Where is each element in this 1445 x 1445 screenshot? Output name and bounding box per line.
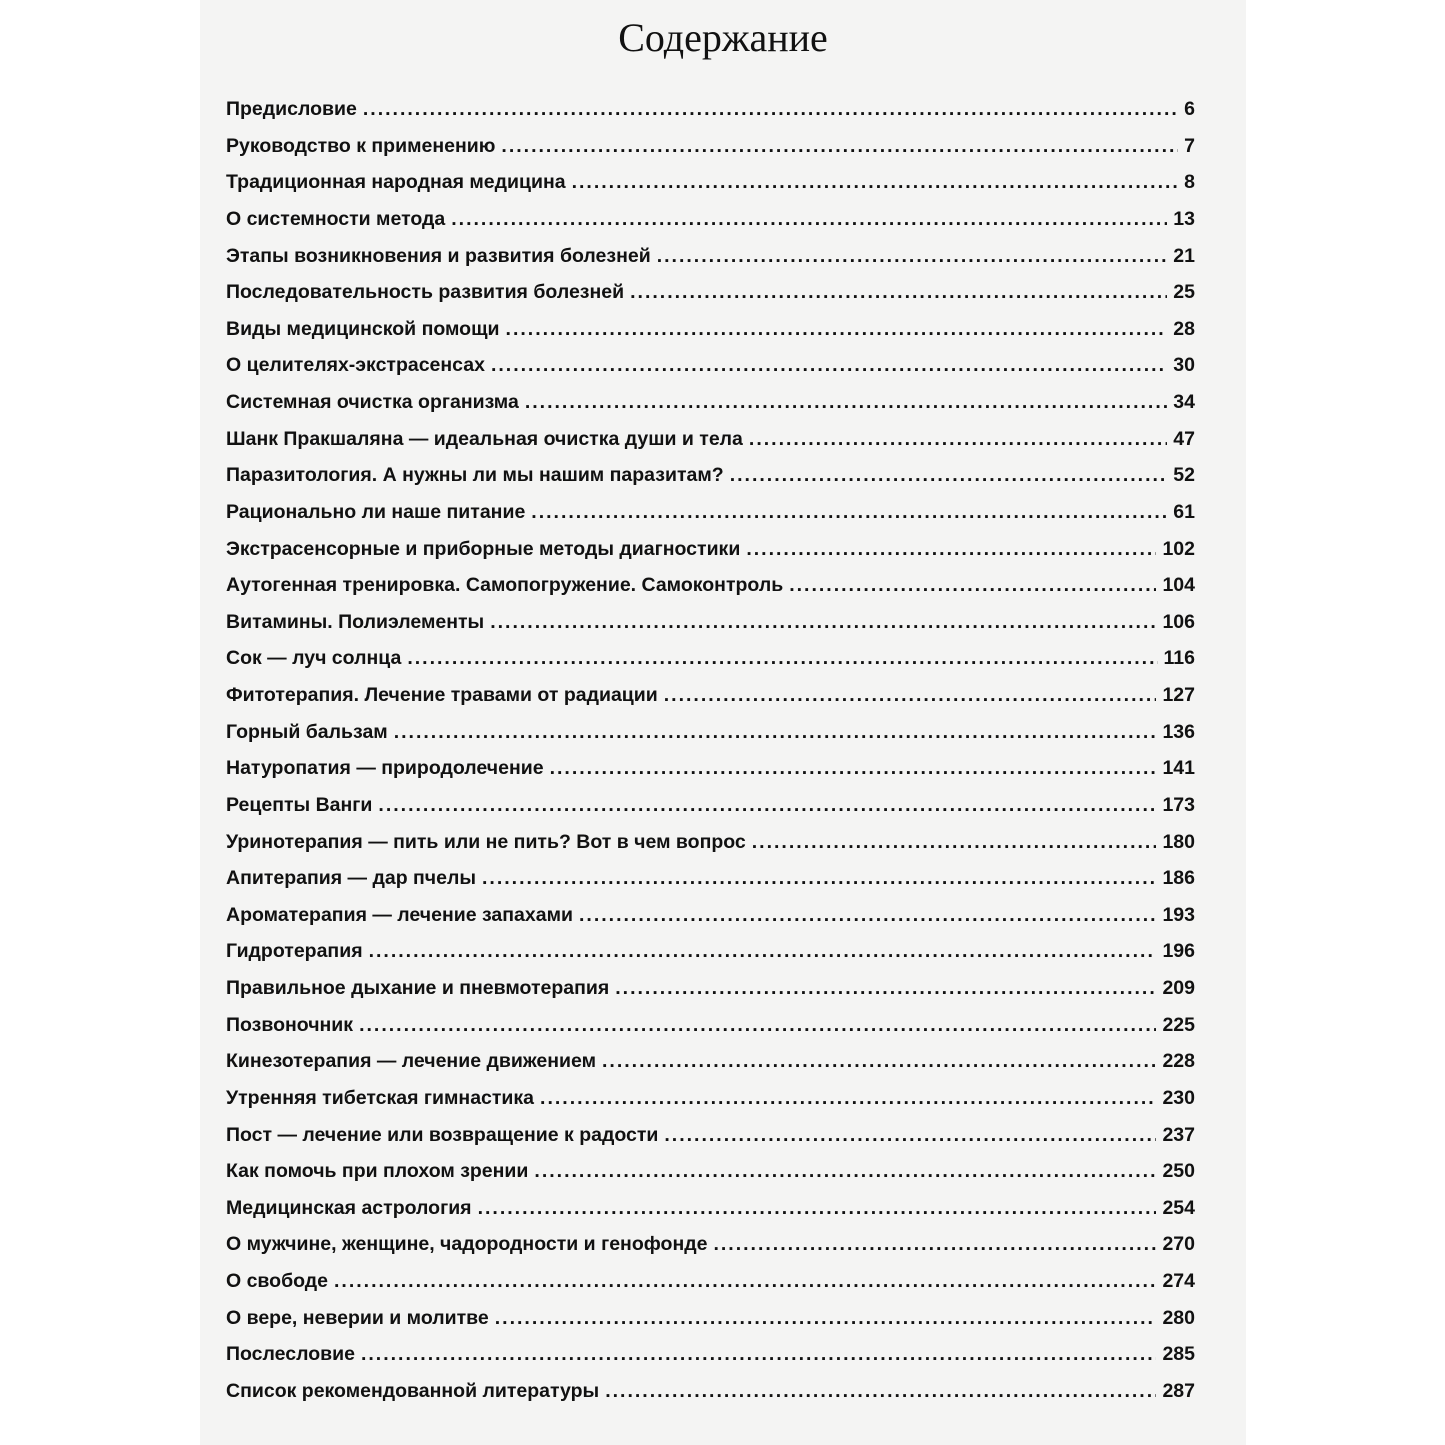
dot-leader: [407, 647, 1157, 670]
toc-entry-page: 186: [1162, 867, 1195, 889]
toc-entry: [226, 1307, 1195, 1341]
toc-entry-title: Натуропатия — природолечение: [226, 757, 544, 779]
toc-entry-title: Рационально ли наше питание: [226, 501, 526, 523]
dot-leader: [630, 281, 1167, 304]
dot-leader: [605, 1380, 1156, 1403]
dot-leader: [579, 904, 1156, 927]
toc-entry-title: Горный бальзам: [226, 721, 388, 743]
dot-leader: [746, 538, 1156, 561]
toc-entry-page: 193: [1162, 904, 1195, 926]
toc-entry: [226, 1233, 1195, 1267]
dot-leader: [752, 831, 1157, 854]
toc-entry-title: Правильное дыхание и пневмотерапия: [226, 977, 610, 999]
toc-entry-title: Кинезотерапия — лечение движением: [226, 1050, 597, 1072]
toc-entry-title: Последовательность развития болезней: [226, 281, 625, 303]
dot-leader: [490, 611, 1156, 634]
toc-entry-title: Аутогенная тренировка. Самопогружение. Самоконтроль: [226, 574, 784, 596]
toc-entry: [226, 647, 1195, 681]
dot-leader: [361, 1343, 1157, 1366]
dot-leader: [491, 354, 1167, 377]
toc-entry: [226, 1197, 1195, 1231]
toc-entry-title: Виды медицинской помощи: [226, 318, 500, 340]
toc-entry-title: Системная очистка организма: [226, 391, 519, 413]
toc-entry: [226, 135, 1195, 169]
dot-leader: [506, 318, 1168, 341]
dot-leader: [334, 1270, 1156, 1293]
dot-leader: [501, 135, 1178, 158]
toc-entry: [226, 245, 1195, 279]
dot-leader: [730, 464, 1168, 487]
dot-leader: [789, 574, 1156, 597]
toc-entry-page: 116: [1163, 647, 1195, 669]
toc-entry-page: 104: [1162, 574, 1195, 596]
toc-entry: [226, 1380, 1195, 1414]
toc-entry-page: 30: [1173, 354, 1195, 376]
dot-leader: [534, 1160, 1156, 1183]
dot-leader: [359, 1014, 1156, 1037]
dot-leader: [664, 1124, 1156, 1147]
toc-entry: [226, 1270, 1195, 1304]
toc-entry-title: Паразитология. А нужны ли мы нашим паразитам?: [226, 464, 724, 486]
dot-leader: [657, 245, 1168, 268]
dot-leader: [602, 1050, 1156, 1073]
toc-entry-page: 102: [1162, 538, 1195, 560]
toc-entry: [226, 538, 1195, 572]
dot-leader: [550, 757, 1157, 780]
toc-entry: [226, 428, 1195, 462]
toc-entry-title: Традиционная народная медицина: [226, 171, 566, 193]
toc-entry: [226, 831, 1195, 865]
toc-entry: [226, 904, 1195, 938]
dot-leader: [495, 1307, 1157, 1330]
toc-entry-title: Ароматерапия — лечение запахами: [226, 904, 573, 926]
toc-entry-page: 34: [1173, 391, 1195, 413]
toc-entry: [226, 171, 1195, 205]
toc-entry: [226, 391, 1195, 425]
toc-entry: [226, 1014, 1195, 1048]
toc-entry-page: 173: [1162, 794, 1195, 816]
dot-leader: [615, 977, 1156, 1000]
toc-entry-page: 209: [1162, 977, 1195, 999]
toc-entry-page: 136: [1162, 721, 1195, 743]
toc-entry: [226, 1160, 1195, 1194]
dot-leader: [525, 391, 1167, 414]
page-title: Содержание: [618, 15, 828, 60]
toc-entry-title: Шанк Пракшаляна — идеальная очистка души и тела: [226, 428, 743, 450]
toc-entry: [226, 281, 1195, 315]
toc-entry-title: Экстрасенсорные и приборные методы диагностики: [226, 538, 741, 560]
toc-entry-page: 180: [1162, 831, 1195, 853]
toc-entry-page: 127: [1162, 684, 1195, 706]
dot-leader: [572, 171, 1179, 194]
toc-entry-page: 237: [1162, 1124, 1195, 1146]
toc-entry: [226, 940, 1195, 974]
toc-entry: [226, 1124, 1195, 1158]
toc-entry: [226, 318, 1195, 352]
toc-entry-page: 7: [1184, 135, 1195, 157]
toc-entry: [226, 208, 1195, 242]
toc-entry: [226, 1087, 1195, 1121]
toc-entry-page: 6: [1184, 98, 1195, 120]
toc-entry: [226, 354, 1195, 388]
toc-entry-page: 280: [1162, 1307, 1195, 1329]
toc-entry-page: 106: [1162, 611, 1195, 633]
toc-entry: [226, 684, 1195, 718]
toc-entry-page: 230: [1162, 1087, 1195, 1109]
toc-entry-page: 141: [1162, 757, 1195, 779]
toc-entry-title: Фитотерапия. Лечение травами от радиации: [226, 684, 658, 706]
toc-entry-page: 52: [1173, 464, 1195, 486]
toc-entry-page: 21: [1173, 245, 1195, 267]
toc-entry-title: Этапы возникновения и развития болезней: [226, 245, 651, 267]
toc-entry: [226, 574, 1195, 608]
dot-leader: [540, 1087, 1156, 1110]
toc-entry-title: Сок — луч солнца: [226, 647, 402, 669]
toc-entry: [226, 1343, 1195, 1377]
dot-leader: [369, 940, 1157, 963]
toc-entry-page: 274: [1162, 1270, 1195, 1292]
toc-entry-title: Послесловие: [226, 1343, 355, 1365]
toc-entry-page: 250: [1162, 1160, 1195, 1182]
toc-entry-title: О свободе: [226, 1270, 328, 1292]
toc-entry-page: 28: [1173, 318, 1195, 340]
toc-entry-page: 228: [1162, 1050, 1195, 1072]
toc-entry: [226, 867, 1195, 901]
toc-entry: [226, 501, 1195, 535]
toc-entry-page: 8: [1184, 171, 1195, 193]
toc-entry-title: Апитерапия — дар пчелы: [226, 867, 477, 889]
dot-leader: [478, 1197, 1157, 1220]
toc-entry-title: Утренняя тибетская гимнастика: [226, 1087, 535, 1109]
toc-entry-page: 196: [1162, 940, 1195, 962]
toc-entry-title: О вере, неверии и молитве: [226, 1307, 489, 1329]
toc-entry-title: Рецепты Ванги: [226, 794, 373, 816]
dot-leader: [482, 867, 1156, 890]
toc-entry-title: Пост — лечение или возвращение к радости: [226, 1124, 659, 1146]
dot-leader: [394, 721, 1157, 744]
toc-entry-title: Позвоночник: [226, 1014, 354, 1036]
toc-entry-title: О системности метода: [226, 208, 446, 230]
toc-entry-title: Список рекомендованной литературы: [226, 1380, 600, 1402]
toc-entry-title: О целителях-экстрасенсах: [226, 354, 485, 376]
toc-entry: [226, 464, 1195, 498]
toc-entry: [226, 757, 1195, 791]
toc-entry-page: 270: [1162, 1233, 1195, 1255]
toc-entry-title: Предисловие: [226, 98, 357, 120]
toc-entry: [226, 1050, 1195, 1084]
toc-entry-title: Гидротерапия: [226, 940, 363, 962]
dot-leader: [531, 501, 1167, 524]
dot-leader: [749, 428, 1167, 451]
toc-entry-title: Уринотерапия — пить или не пить? Вот в чем вопрос: [226, 831, 746, 853]
toc-entry: [226, 721, 1195, 755]
toc-entry-title: Как помочь при плохом зрении: [226, 1160, 529, 1182]
toc-entry-page: 61: [1173, 501, 1195, 523]
dot-leader: [451, 208, 1167, 231]
toc-entry-page: 25: [1173, 281, 1195, 303]
toc-entry-title: Медицинская астрология: [226, 1197, 472, 1219]
dot-leader: [363, 98, 1178, 121]
dot-leader: [713, 1233, 1156, 1256]
toc-entry-page: 287: [1162, 1380, 1195, 1402]
dot-leader: [378, 794, 1156, 817]
toc-entry-page: 254: [1162, 1197, 1195, 1219]
toc-entry-title: О мужчине, женщине, чадородности и генофонде: [226, 1233, 708, 1255]
toc-entry: [226, 98, 1195, 132]
toc-entry: [226, 977, 1195, 1011]
toc-entry-page: 225: [1162, 1014, 1195, 1036]
toc-entry-title: Руководство к применению: [226, 135, 496, 157]
toc-entry: [226, 611, 1195, 645]
toc-entry: [226, 794, 1195, 828]
toc-entry-page: 13: [1173, 208, 1195, 230]
toc-entry-page: 47: [1173, 428, 1195, 450]
toc-entry-page: 285: [1162, 1343, 1195, 1365]
dot-leader: [664, 684, 1157, 707]
toc-entry-title: Витамины. Полиэлементы: [226, 611, 485, 633]
